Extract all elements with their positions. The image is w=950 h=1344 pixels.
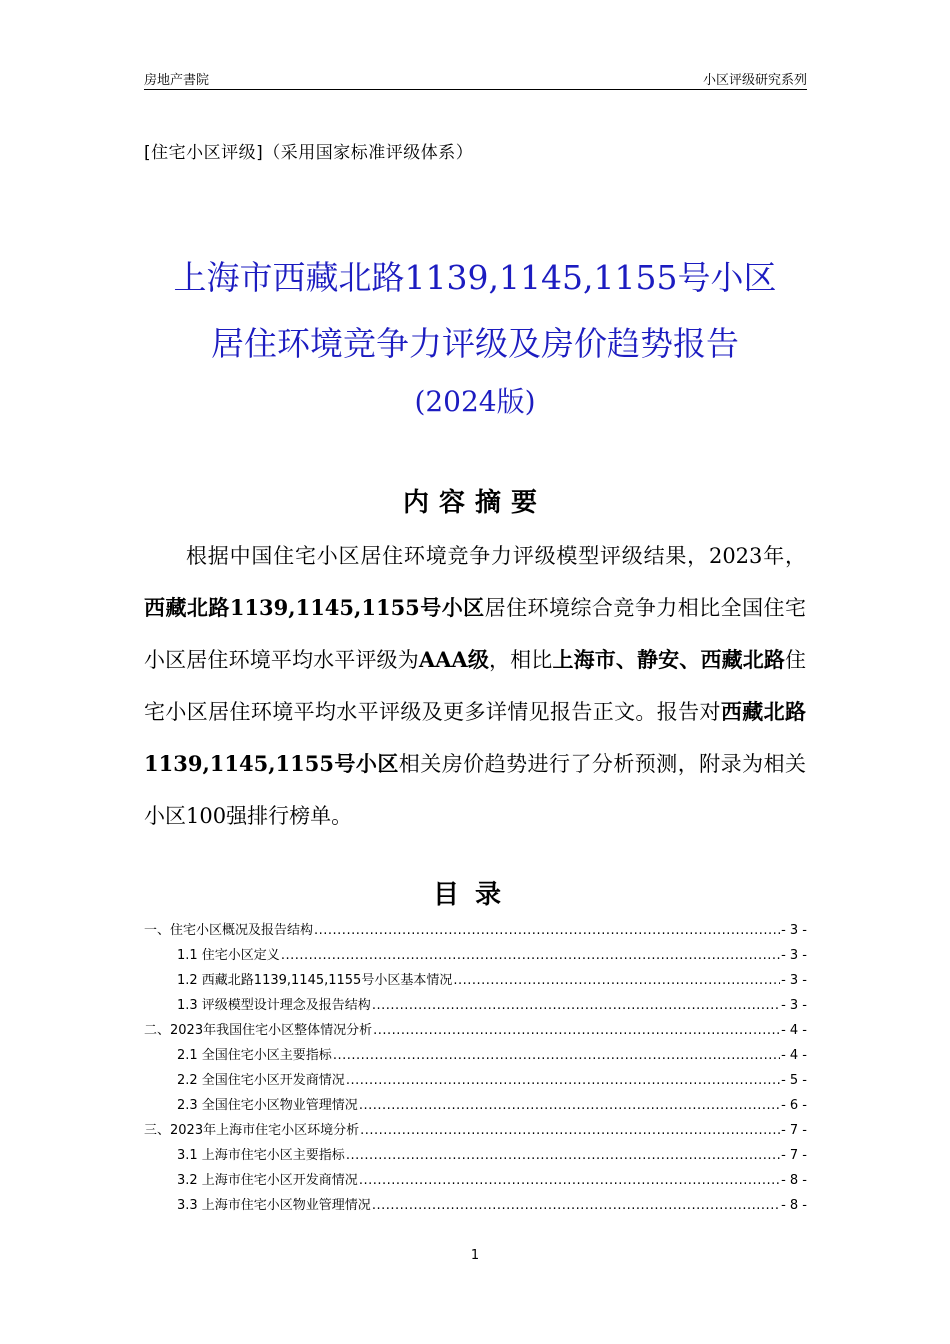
toc-page: - 6 -	[781, 1098, 807, 1113]
toc-label: 三、2023年上海市住宅小区环境分析	[144, 1123, 360, 1138]
abstract-highlight: 西藏北路1139,1145,1155号小区	[144, 595, 485, 620]
toc-entry[interactable]	[144, 1168, 807, 1193]
toc-leader	[372, 993, 780, 1018]
toc-leader	[281, 943, 780, 968]
toc-entry[interactable]	[144, 1043, 807, 1068]
toc-entry[interactable]	[144, 918, 807, 943]
abstract-text: 住宅小区居住环境平均水平评级及更多详情见报告正文。报告对	[144, 648, 807, 724]
toc-leader	[453, 968, 780, 993]
abstract-text: 居住环境综合竞争力相比全国住宅小区居住环境平均水平评级为	[144, 596, 807, 672]
header-publisher: 房地产書院	[144, 73, 210, 88]
page-header	[144, 67, 807, 90]
toc-entry[interactable]	[144, 1093, 807, 1118]
toc-entry[interactable]	[144, 968, 807, 993]
toc-entry[interactable]	[144, 993, 807, 1018]
toc-entry[interactable]	[144, 943, 807, 968]
report-category: [住宅小区评级]（采用国家标准评级体系）	[144, 143, 474, 163]
toc-leader	[346, 1143, 780, 1168]
toc-page: - 3 -	[781, 998, 807, 1013]
toc-page: - 4 -	[781, 1048, 807, 1063]
table-of-contents	[144, 918, 807, 1218]
toc-entry[interactable]	[144, 1018, 807, 1043]
toc-label: 一、住宅小区概况及报告结构	[144, 923, 314, 938]
toc-label: 2.1 全国住宅小区主要指标	[177, 1048, 332, 1063]
toc-leader	[360, 1118, 780, 1143]
toc-entry[interactable]	[144, 1118, 807, 1143]
toc-label: 1.1 住宅小区定义	[177, 948, 280, 963]
toc-page: - 8 -	[781, 1173, 807, 1188]
report-edition: (2024版)	[414, 385, 536, 418]
header-series: 小区评级研究系列	[702, 73, 807, 88]
toc-label: 3.2 上海市住宅小区开发商情况	[177, 1173, 358, 1188]
toc-leader	[346, 1068, 780, 1093]
page-number: 1	[470, 1248, 480, 1263]
toc-leader	[372, 1193, 780, 1218]
toc-label: 2.3 全国住宅小区物业管理情况	[177, 1098, 358, 1113]
abstract-text: ，相比	[489, 648, 553, 672]
toc-page: - 8 -	[781, 1198, 807, 1213]
abstract-paragraph	[144, 530, 806, 842]
abstract-highlight: AAA级	[418, 647, 490, 672]
toc-label: 二、2023年我国住宅小区整体情况分析	[144, 1023, 373, 1038]
abstract-highlight: 上海市、静安、西藏北路	[552, 647, 786, 672]
abstract-text: 相关房价趋势进行了分析预测，附录为相关小区100强排行榜单。	[144, 752, 807, 828]
toc-label: 1.3 评级模型设计理念及报告结构	[177, 998, 371, 1013]
toc-leader	[359, 1168, 780, 1193]
toc-leader	[314, 918, 780, 943]
toc-entry[interactable]	[144, 1143, 807, 1168]
toc-label: 3.3 上海市住宅小区物业管理情况	[177, 1198, 371, 1213]
toc-leader	[333, 1043, 780, 1068]
abstract-body	[144, 530, 806, 842]
toc-leader	[373, 1018, 780, 1043]
toc-leader	[359, 1093, 780, 1118]
toc-label: 3.1 上海市住宅小区主要指标	[177, 1148, 345, 1163]
toc-page: - 4 -	[781, 1023, 807, 1038]
toc-page: - 3 -	[781, 923, 807, 938]
toc-entry[interactable]	[144, 1193, 807, 1218]
abstract-highlight: 西藏北路1139,1145,1155号小区	[144, 699, 807, 776]
report-title-line2: 居住环境竞争力评级及房价趋势报告	[211, 324, 739, 363]
toc-label: 2.2 全国住宅小区开发商情况	[177, 1073, 345, 1088]
report-title-line1: 上海市西藏北路1139,1145,1155号小区	[173, 258, 777, 297]
toc-page: - 7 -	[781, 1123, 807, 1138]
abstract-text: 根据中国住宅小区居住环境竞争力评级模型评级结果，2023年，	[186, 544, 806, 568]
abstract-heading: 内容摘要	[402, 488, 547, 518]
toc-page: - 5 -	[781, 1073, 807, 1088]
toc-page: - 3 -	[781, 973, 807, 988]
toc-heading: 目录	[432, 880, 517, 910]
toc-page: - 7 -	[781, 1148, 807, 1163]
toc-entry[interactable]	[144, 1068, 807, 1093]
toc-label: 1.2 西藏北路1139,1145,1155号小区基本情况	[177, 973, 453, 988]
toc-page: - 3 -	[781, 948, 807, 963]
